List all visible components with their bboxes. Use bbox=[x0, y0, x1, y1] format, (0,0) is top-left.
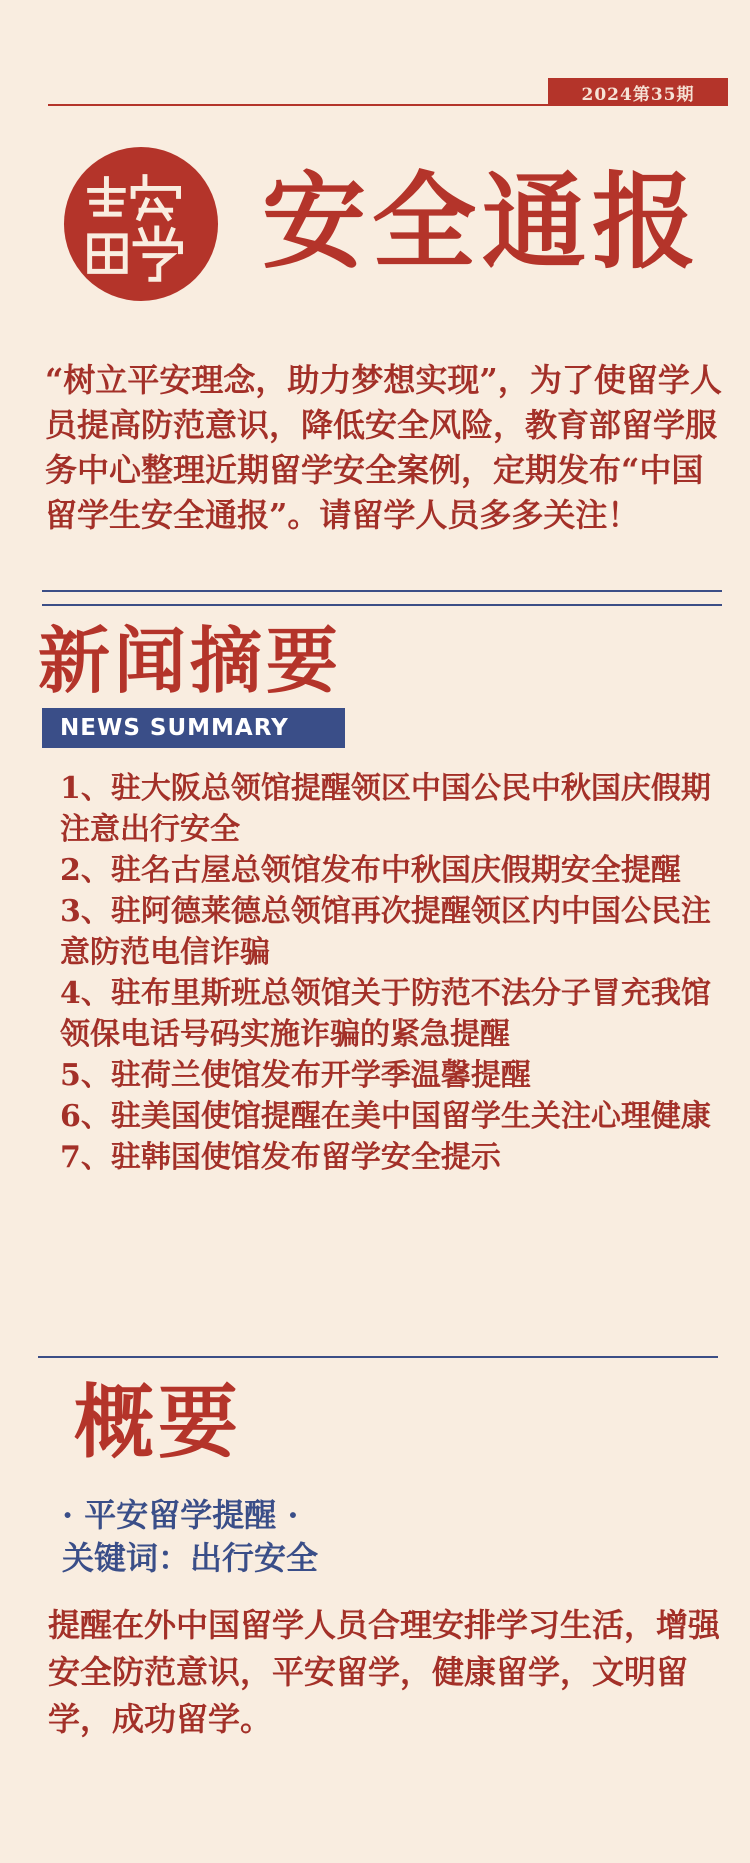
overview-body: 提醒在外中国留学人员合理安排学习生活，增强安全防范意识，平安留学，健康留学，文明留学，成功留学。 bbox=[48, 1606, 721, 1738]
tip-heading: · 平安留学提醒 · bbox=[62, 1496, 299, 1534]
seal-logo-icon bbox=[62, 145, 220, 303]
overview-title: 概要 bbox=[74, 1375, 242, 1469]
news-section-title: 新闻摘要 bbox=[38, 618, 343, 703]
news-item: 5、驻荷兰使馆发布开学季温馨提醒 bbox=[60, 1058, 531, 1093]
news-item: 6、驻美国使馆提醒在美中国留学生关注心理健康 bbox=[60, 1099, 711, 1134]
news-item: 7、驻韩国使馆发布留学安全提示 bbox=[60, 1140, 501, 1175]
news-item: 2、驻名古屋总领馆发布中秋国庆假期安全提醒 bbox=[60, 853, 681, 888]
divider bbox=[42, 604, 722, 606]
divider bbox=[42, 590, 722, 592]
keyword-line: 关键词：出行安全 bbox=[62, 1539, 319, 1577]
page-title: 安全通报 bbox=[262, 160, 703, 283]
news-list bbox=[60, 768, 720, 1178]
news-item: 3、驻阿德莱德总领馆再次提醒领区内中国公民注意防范电信诈骗 bbox=[60, 894, 711, 970]
news-item: 1、驻大阪总领馆提醒领区中国公民中秋国庆假期注意出行安全 bbox=[60, 771, 711, 847]
issue-badge: 2024第35期 bbox=[548, 78, 728, 106]
intro-paragraph: “树立平安理念，助力梦想实现”，为了使留学人员提高防范意识，降低安全风险，教育部留学服务中心整理近期留学安全案例，定期发布“中国留学生安全通报”。请留学人员多多关注！ bbox=[45, 361, 722, 534]
news-item: 4、驻布里斯班总领馆关于防范不法分子冒充我馆领保电话号码实施诈骗的紧急提醒 bbox=[60, 976, 711, 1052]
news-summary-tag: NEWS SUMMARY bbox=[42, 708, 345, 748]
divider bbox=[38, 1356, 718, 1358]
